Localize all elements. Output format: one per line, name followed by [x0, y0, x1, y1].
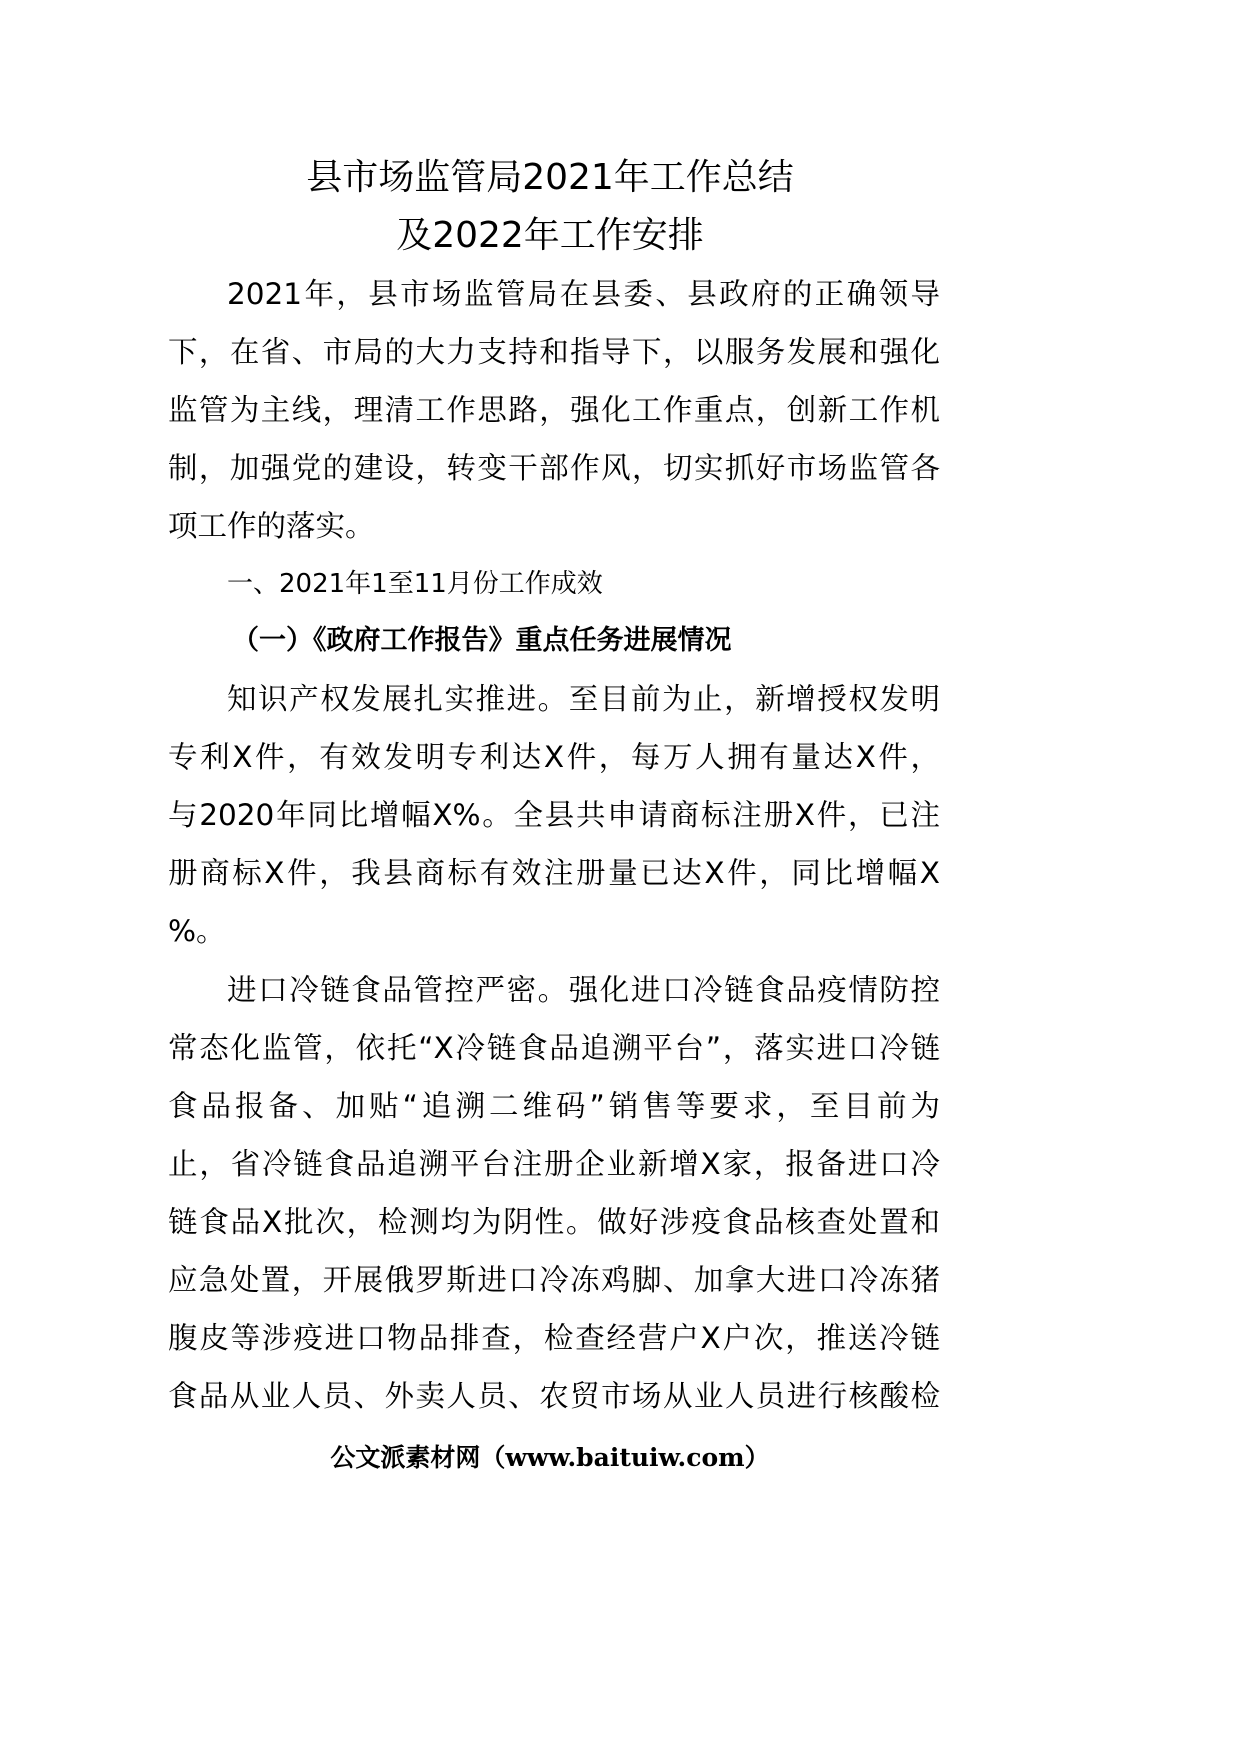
ip-paragraph-line-3: 与2020年同比增幅X%。全县共申请商标注册X件，已注 — [168, 798, 940, 832]
coldchain-paragraph-line-5: 链食品X批次，检测均为阴性。做好涉疫食品核查处置和 — [168, 1205, 940, 1239]
intro-line-5: 项工作的落实。 — [168, 509, 375, 543]
coldchain-paragraph-line-6: 应急处置，开展俄罗斯进口冷冻鸡脚、加拿大进口冷冻猪 — [168, 1263, 940, 1297]
intro-line-1: 2021年，县市场监管局在县委、县政府的正确领导 — [227, 277, 940, 311]
subsection-heading-one: （一）《政府工作报告》重点任务进展情况 — [232, 625, 732, 656]
ip-paragraph-line-4: 册商标X件，我县商标有效注册量已达X件，同比增幅X — [168, 856, 940, 890]
ip-paragraph-line-2: 专利X件，有效发明专利达X件，每万人拥有量达X件， — [168, 740, 940, 774]
ip-paragraph-line-5: %。 — [168, 914, 226, 948]
coldchain-paragraph-line-3: 食品报备、加贴“追溯二维码”销售等要求，至目前为 — [168, 1089, 940, 1123]
intro-line-2: 下，在省、市局的大力支持和指导下，以服务发展和强化 — [168, 335, 940, 369]
section-heading-one: 一、2021年1至11月份工作成效 — [227, 569, 603, 599]
coldchain-paragraph-line-4: 止，省冷链食品追溯平台注册企业新增X家，报备进口冷 — [168, 1147, 940, 1181]
coldchain-paragraph-line-8: 食品从业人员、外卖人员、农贸市场从业人员进行核酸检 — [168, 1379, 940, 1413]
footer-watermark: 公文派素材网（www.baituiw.com） — [330, 1443, 770, 1472]
intro-line-4: 制，加强党的建设，转变干部作风，切实抓好市场监管各 — [168, 451, 940, 485]
coldchain-paragraph-line-1: 进口冷链食品管控严密。强化进口冷链食品疫情防控 — [227, 973, 940, 1007]
document-title-line-2: 及2022年工作安排 — [396, 215, 704, 256]
coldchain-paragraph-line-7: 腹皮等涉疫进口物品排查，检查经营户X户次，推送冷链 — [168, 1321, 940, 1355]
intro-line-3: 监管为主线，理清工作思路，强化工作重点，创新工作机 — [168, 393, 940, 427]
coldchain-paragraph-line-2: 常态化监管，依托“X冷链食品追溯平台”，落实进口冷链 — [168, 1031, 940, 1065]
ip-paragraph-line-1: 知识产权发展扎实推进。至目前为止，新增授权发明 — [227, 682, 940, 716]
document-title-line-1: 县市场监管局2021年工作总结 — [306, 157, 794, 198]
